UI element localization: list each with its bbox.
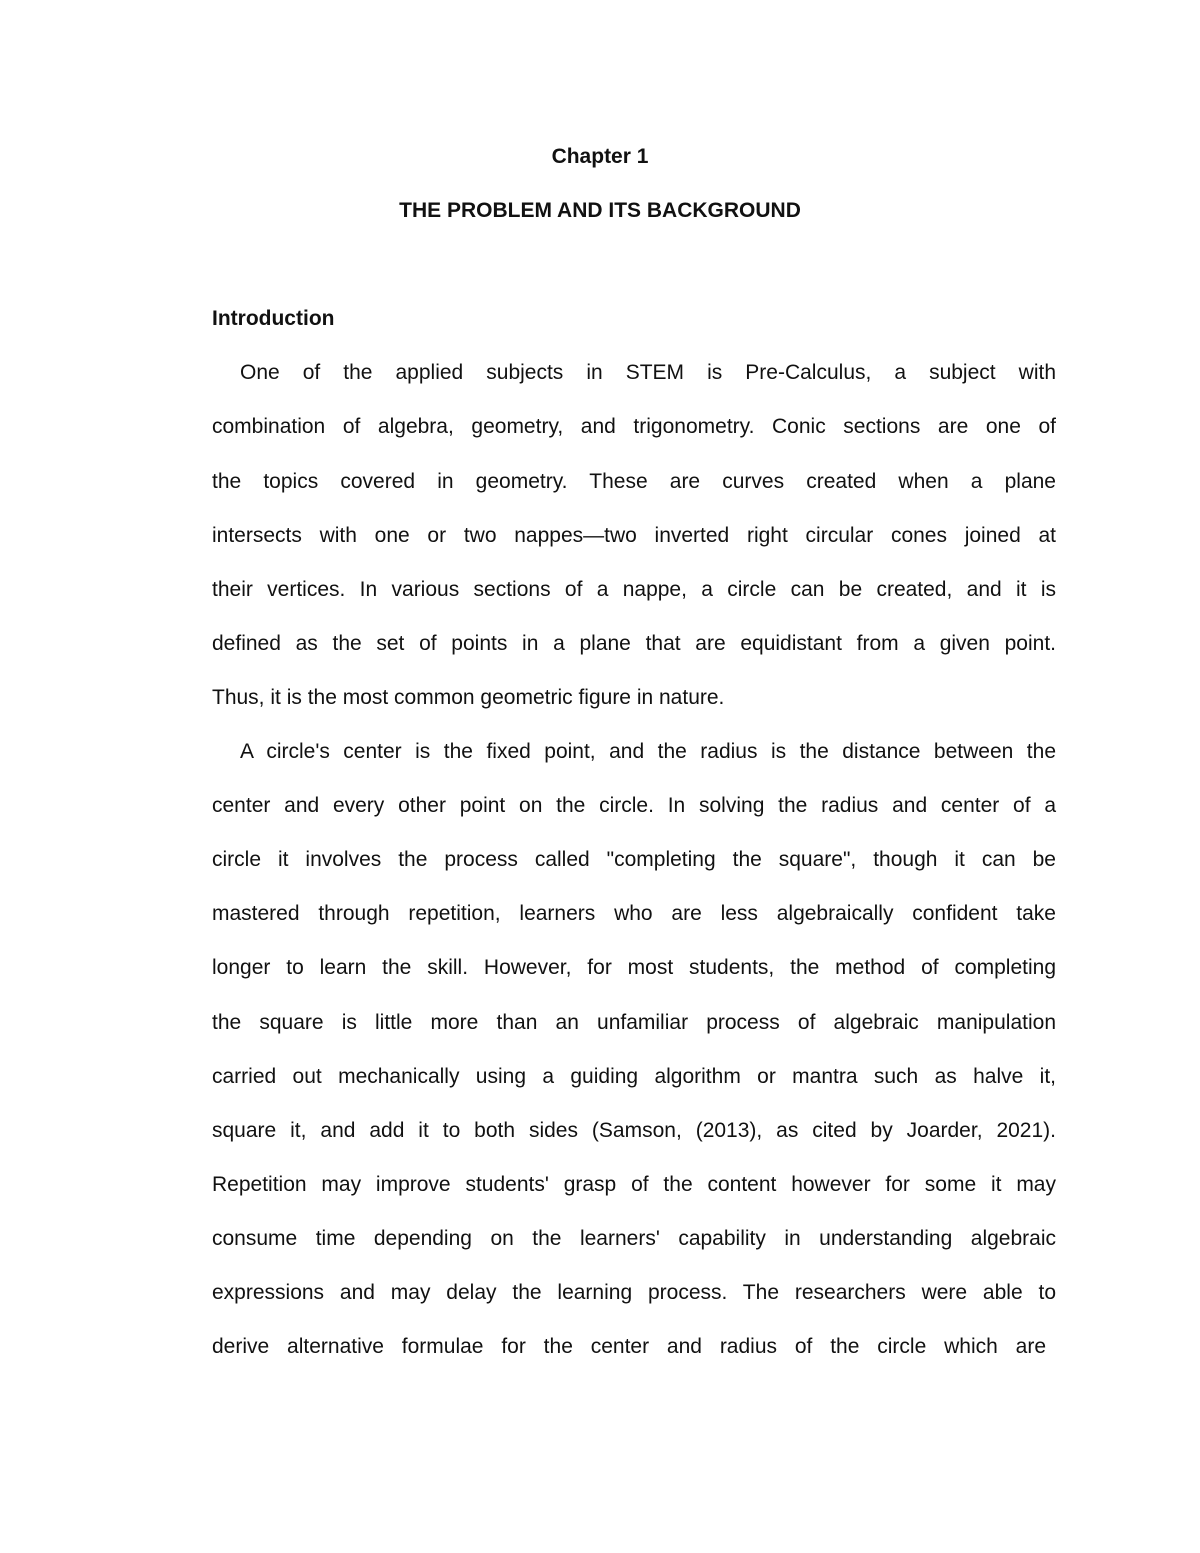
- paragraph-line: the topics covered in geometry. These are curves created when a plane: [212, 470, 1056, 493]
- paragraph-line: circle it involves the process called "completing the square", though it can be: [212, 848, 1056, 871]
- paragraph-line: center and every other point on the circle. In solving the radius and center of a: [212, 794, 1056, 817]
- paragraph-line: derive alternative formulae for the center and radius of the circle which are: [212, 1335, 1046, 1358]
- chapter-title: THE PROBLEM AND ITS BACKGROUND: [399, 199, 801, 222]
- paragraph-line: A circle's center is the fixed point, and the radius is the distance between the: [240, 740, 1056, 763]
- paragraph-line: their vertices. In various sections of a nappe, a circle can be created, and it is: [212, 578, 1056, 601]
- paragraph-line: combination of algebra, geometry, and trigonometry. Conic sections are one of: [212, 415, 1056, 438]
- paragraph-line: intersects with one or two nappes—two inverted right circular cones joined at: [212, 524, 1056, 547]
- paragraph-line: longer to learn the skill. However, for most students, the method of completing: [212, 956, 1056, 979]
- paragraph-line: defined as the set of points in a plane that are equidistant from a given point.: [212, 632, 1056, 655]
- paragraph-line: the square is little more than an unfamiliar process of algebraic manipulation: [212, 1011, 1056, 1034]
- paragraph-line: Repetition may improve students' grasp of the content however for some it may: [212, 1173, 1056, 1196]
- paragraph-line: expressions and may delay the learning process. The researchers were able to: [212, 1281, 1056, 1304]
- paragraph-line: consume time depending on the learners' capability in understanding algebraic: [212, 1227, 1056, 1250]
- paragraph-line: mastered through repetition, learners who are less algebraically confident take: [212, 902, 1056, 925]
- paragraph-line: square it, and add it to both sides (Samson, (2013), as cited by Joarder, 2021).: [212, 1119, 1056, 1142]
- paragraph-line: carried out mechanically using a guiding algorithm or mantra such as halve it,: [212, 1065, 1056, 1088]
- paragraph-line: Thus, it is the most common geometric figure in nature.: [212, 686, 725, 709]
- section-heading: Introduction: [212, 307, 335, 330]
- paragraph-line: One of the applied subjects in STEM is Pre-Calculus, a subject with: [240, 361, 1056, 384]
- chapter-label: Chapter 1: [551, 145, 649, 168]
